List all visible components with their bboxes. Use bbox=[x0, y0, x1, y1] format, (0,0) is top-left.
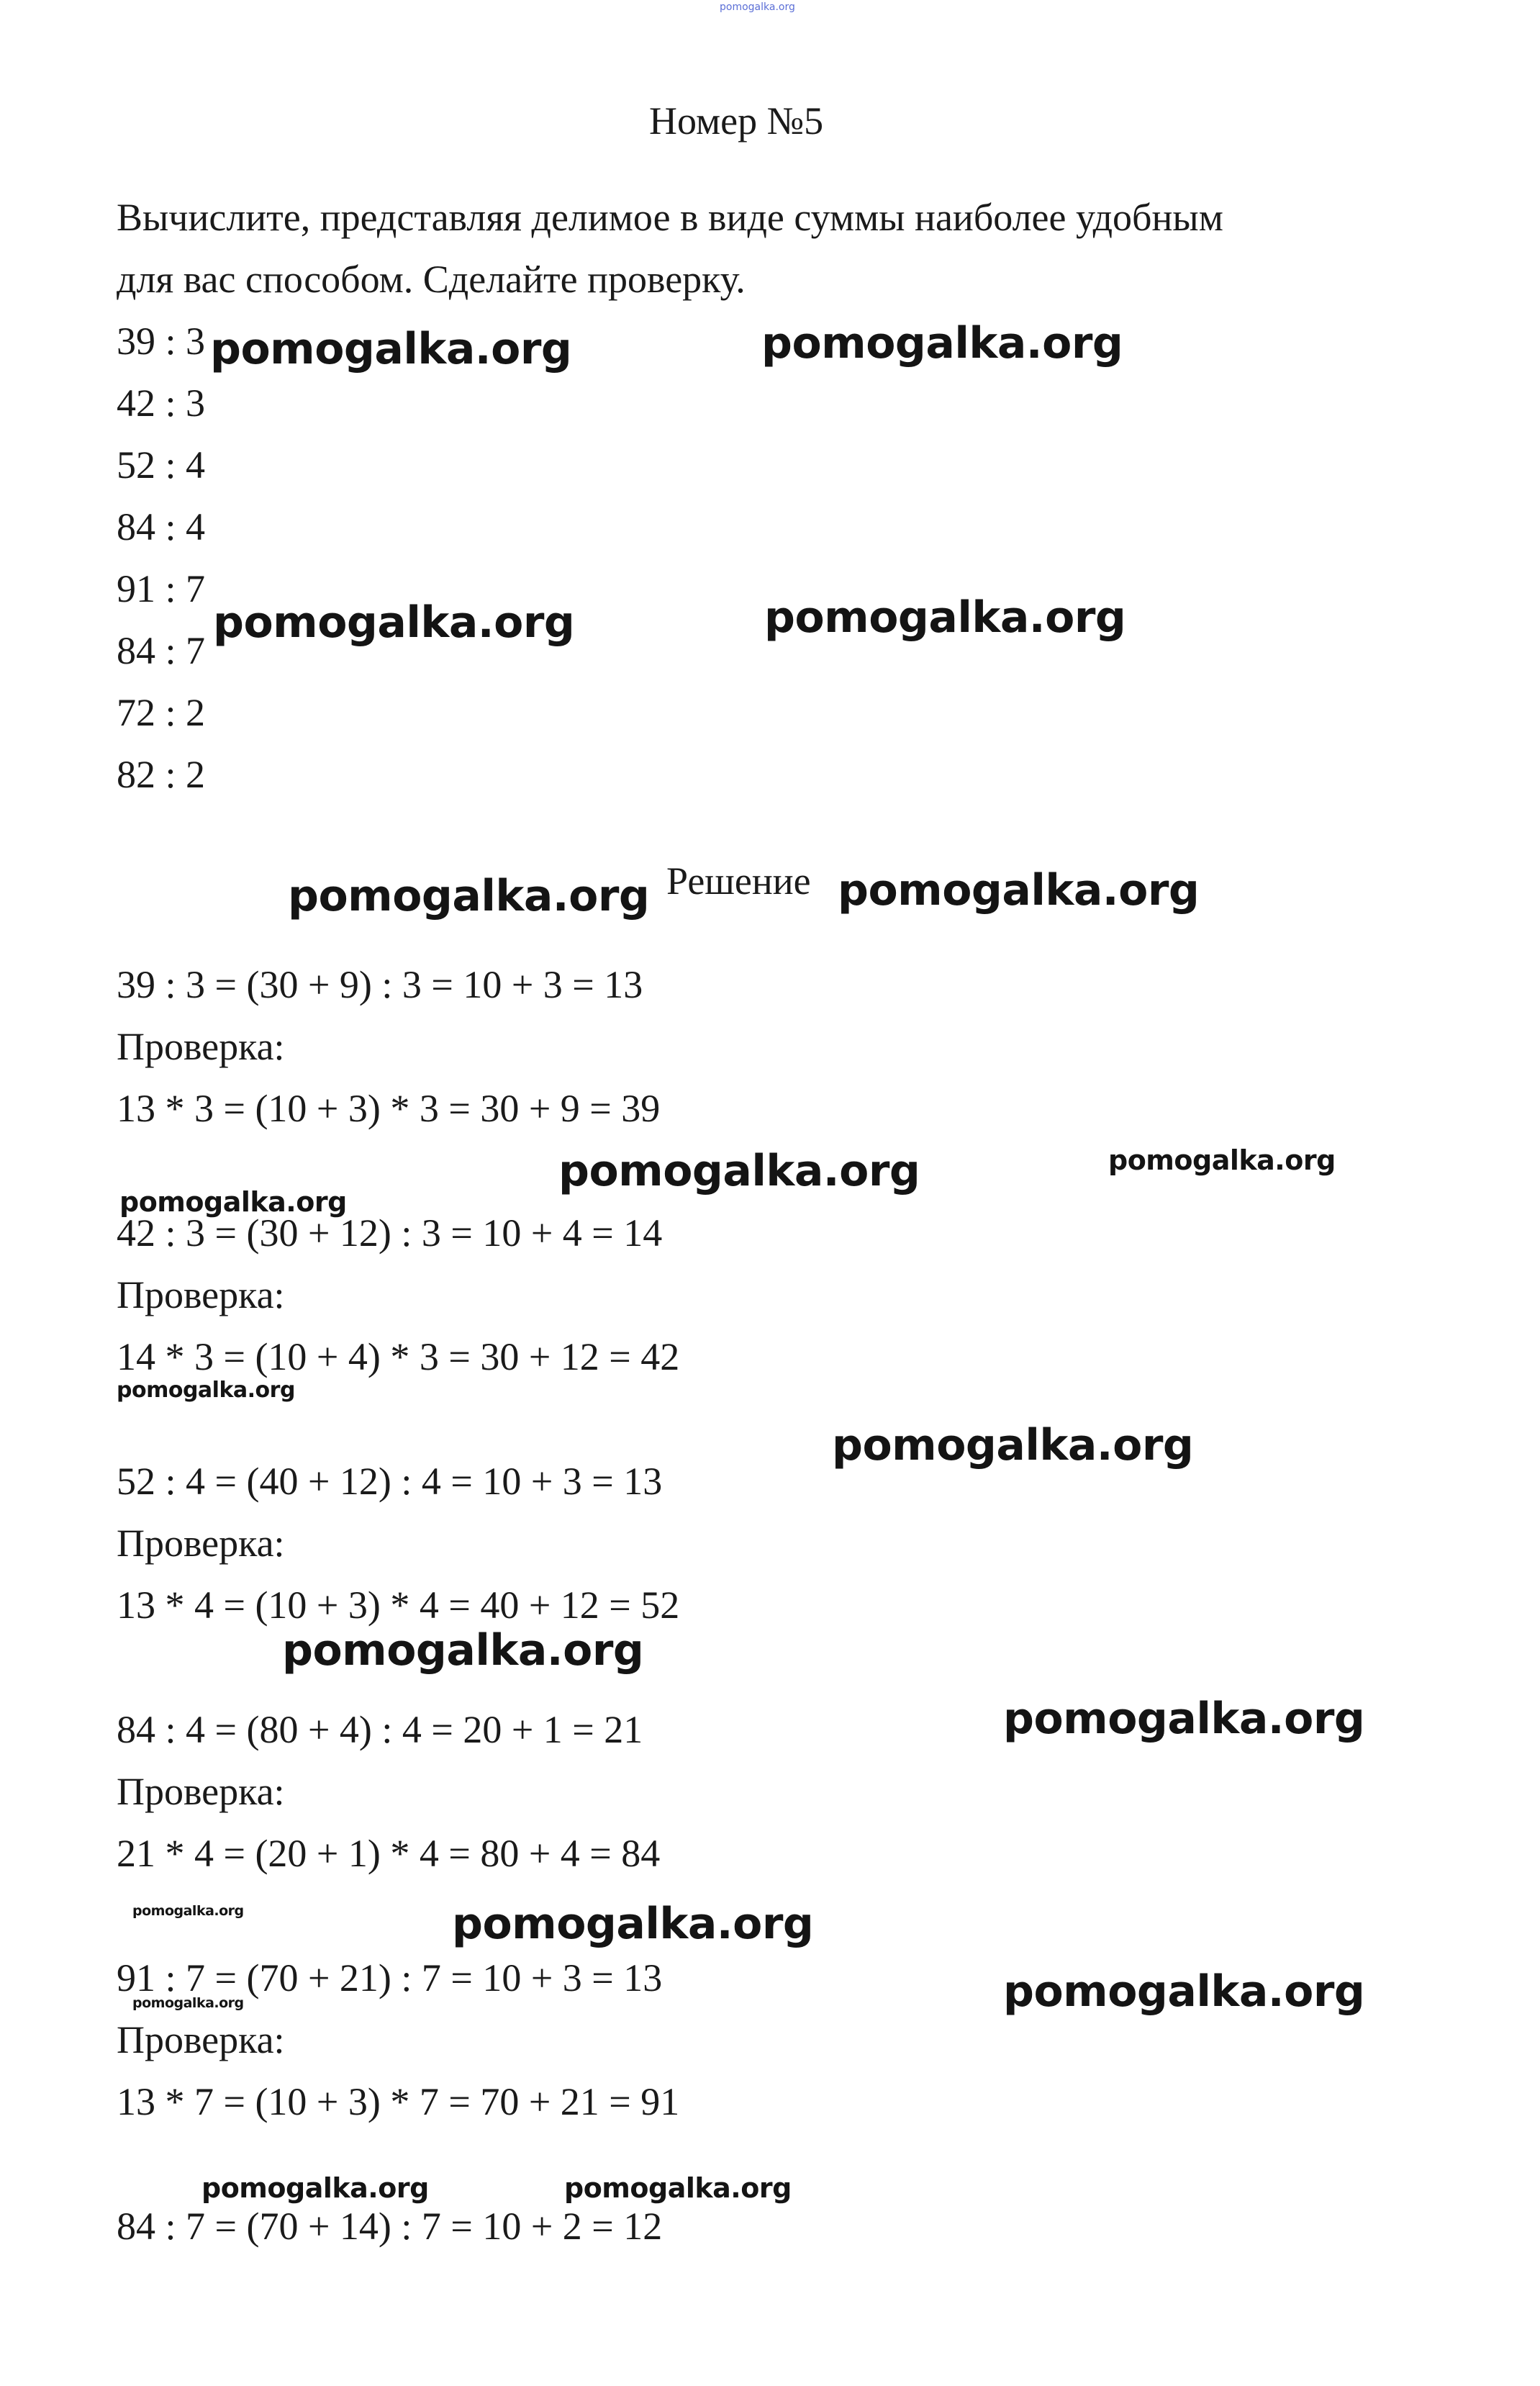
exercise-item: 91 : 7 bbox=[117, 567, 206, 610]
watermark: pomogalka.org bbox=[201, 2172, 429, 2204]
check-label: Проверка: bbox=[117, 1025, 285, 1068]
exercise-item: 84 : 4 bbox=[117, 505, 206, 548]
exercise-item: 39 : 3 bbox=[117, 320, 206, 363]
exercise-item: 82 : 2 bbox=[117, 753, 206, 796]
watermark: pomogalka.org bbox=[564, 2172, 792, 2204]
exercise-item: 42 : 3 bbox=[117, 381, 206, 425]
check-label: Проверка: bbox=[117, 1522, 285, 1565]
exercise-item: 52 : 4 bbox=[117, 443, 206, 487]
solution-expression: 52 : 4 = (40 + 12) : 4 = 10 + 3 = 13 bbox=[117, 1460, 663, 1503]
watermark: pomogalka.org bbox=[132, 1903, 244, 1919]
check-expression: 21 * 4 = (20 + 1) * 4 = 80 + 4 = 84 bbox=[117, 1832, 661, 1875]
task-line-1: Вычислите, представляя делимое в виде суммы наиболее удобным bbox=[117, 196, 1223, 239]
check-label: Проверка: bbox=[117, 2018, 285, 2061]
solution-heading: Решение bbox=[666, 859, 811, 903]
check-label: Проверка: bbox=[117, 1273, 285, 1316]
exercise-item: 72 : 2 bbox=[117, 691, 206, 734]
solution-expression: 39 : 3 = (30 + 9) : 3 = 10 + 3 = 13 bbox=[117, 963, 643, 1006]
watermark: pomogalka.org bbox=[832, 1420, 1194, 1470]
exercise-item: 84 : 7 bbox=[117, 629, 206, 672]
watermark: pomogalka.org bbox=[1003, 1966, 1365, 2017]
watermark: pomogalka.org bbox=[1108, 1144, 1336, 1176]
check-label: Проверка: bbox=[117, 1770, 285, 1813]
check-expression: 13 * 7 = (10 + 3) * 7 = 70 + 21 = 91 bbox=[117, 2080, 680, 2123]
check-expression: 13 * 4 = (10 + 3) * 4 = 40 + 12 = 52 bbox=[117, 1583, 680, 1627]
watermark: pomogalka.org bbox=[761, 318, 1123, 369]
task-line-2: для вас способом. Сделайте проверку. bbox=[117, 258, 746, 301]
watermark: pomogalka.org bbox=[558, 1146, 920, 1196]
watermark: pomogalka.org bbox=[117, 1378, 295, 1403]
solution-expression: 84 : 7 = (70 + 14) : 7 = 10 + 2 = 12 bbox=[117, 2205, 663, 2248]
solution-expression: 42 : 3 = (30 + 12) : 3 = 10 + 4 = 14 bbox=[117, 1211, 663, 1255]
watermark: pomogalka.org bbox=[132, 1995, 244, 2011]
watermark: pomogalka.org bbox=[764, 592, 1126, 643]
watermark: pomogalka.org bbox=[210, 324, 572, 374]
check-expression: 14 * 3 = (10 + 4) * 3 = 30 + 12 = 42 bbox=[117, 1335, 680, 1378]
solution-expression: 84 : 4 = (80 + 4) : 4 = 20 + 1 = 21 bbox=[117, 1708, 643, 1751]
watermark: pomogalka.org bbox=[119, 1186, 347, 1218]
watermark: pomogalka.org bbox=[1003, 1694, 1365, 1744]
check-expression: 13 * 3 = (10 + 3) * 3 = 30 + 9 = 39 bbox=[117, 1087, 661, 1130]
header-watermark: pomogalka.org bbox=[720, 1, 795, 13]
watermark: pomogalka.org bbox=[288, 871, 650, 921]
page-title: Номер №5 bbox=[649, 99, 824, 143]
watermark: pomogalka.org bbox=[452, 1899, 814, 1949]
watermark: pomogalka.org bbox=[838, 865, 1200, 916]
watermark: pomogalka.org bbox=[282, 1625, 644, 1676]
watermark: pomogalka.org bbox=[213, 597, 575, 648]
solution-expression: 91 : 7 = (70 + 21) : 7 = 10 + 3 = 13 bbox=[117, 1956, 663, 1999]
